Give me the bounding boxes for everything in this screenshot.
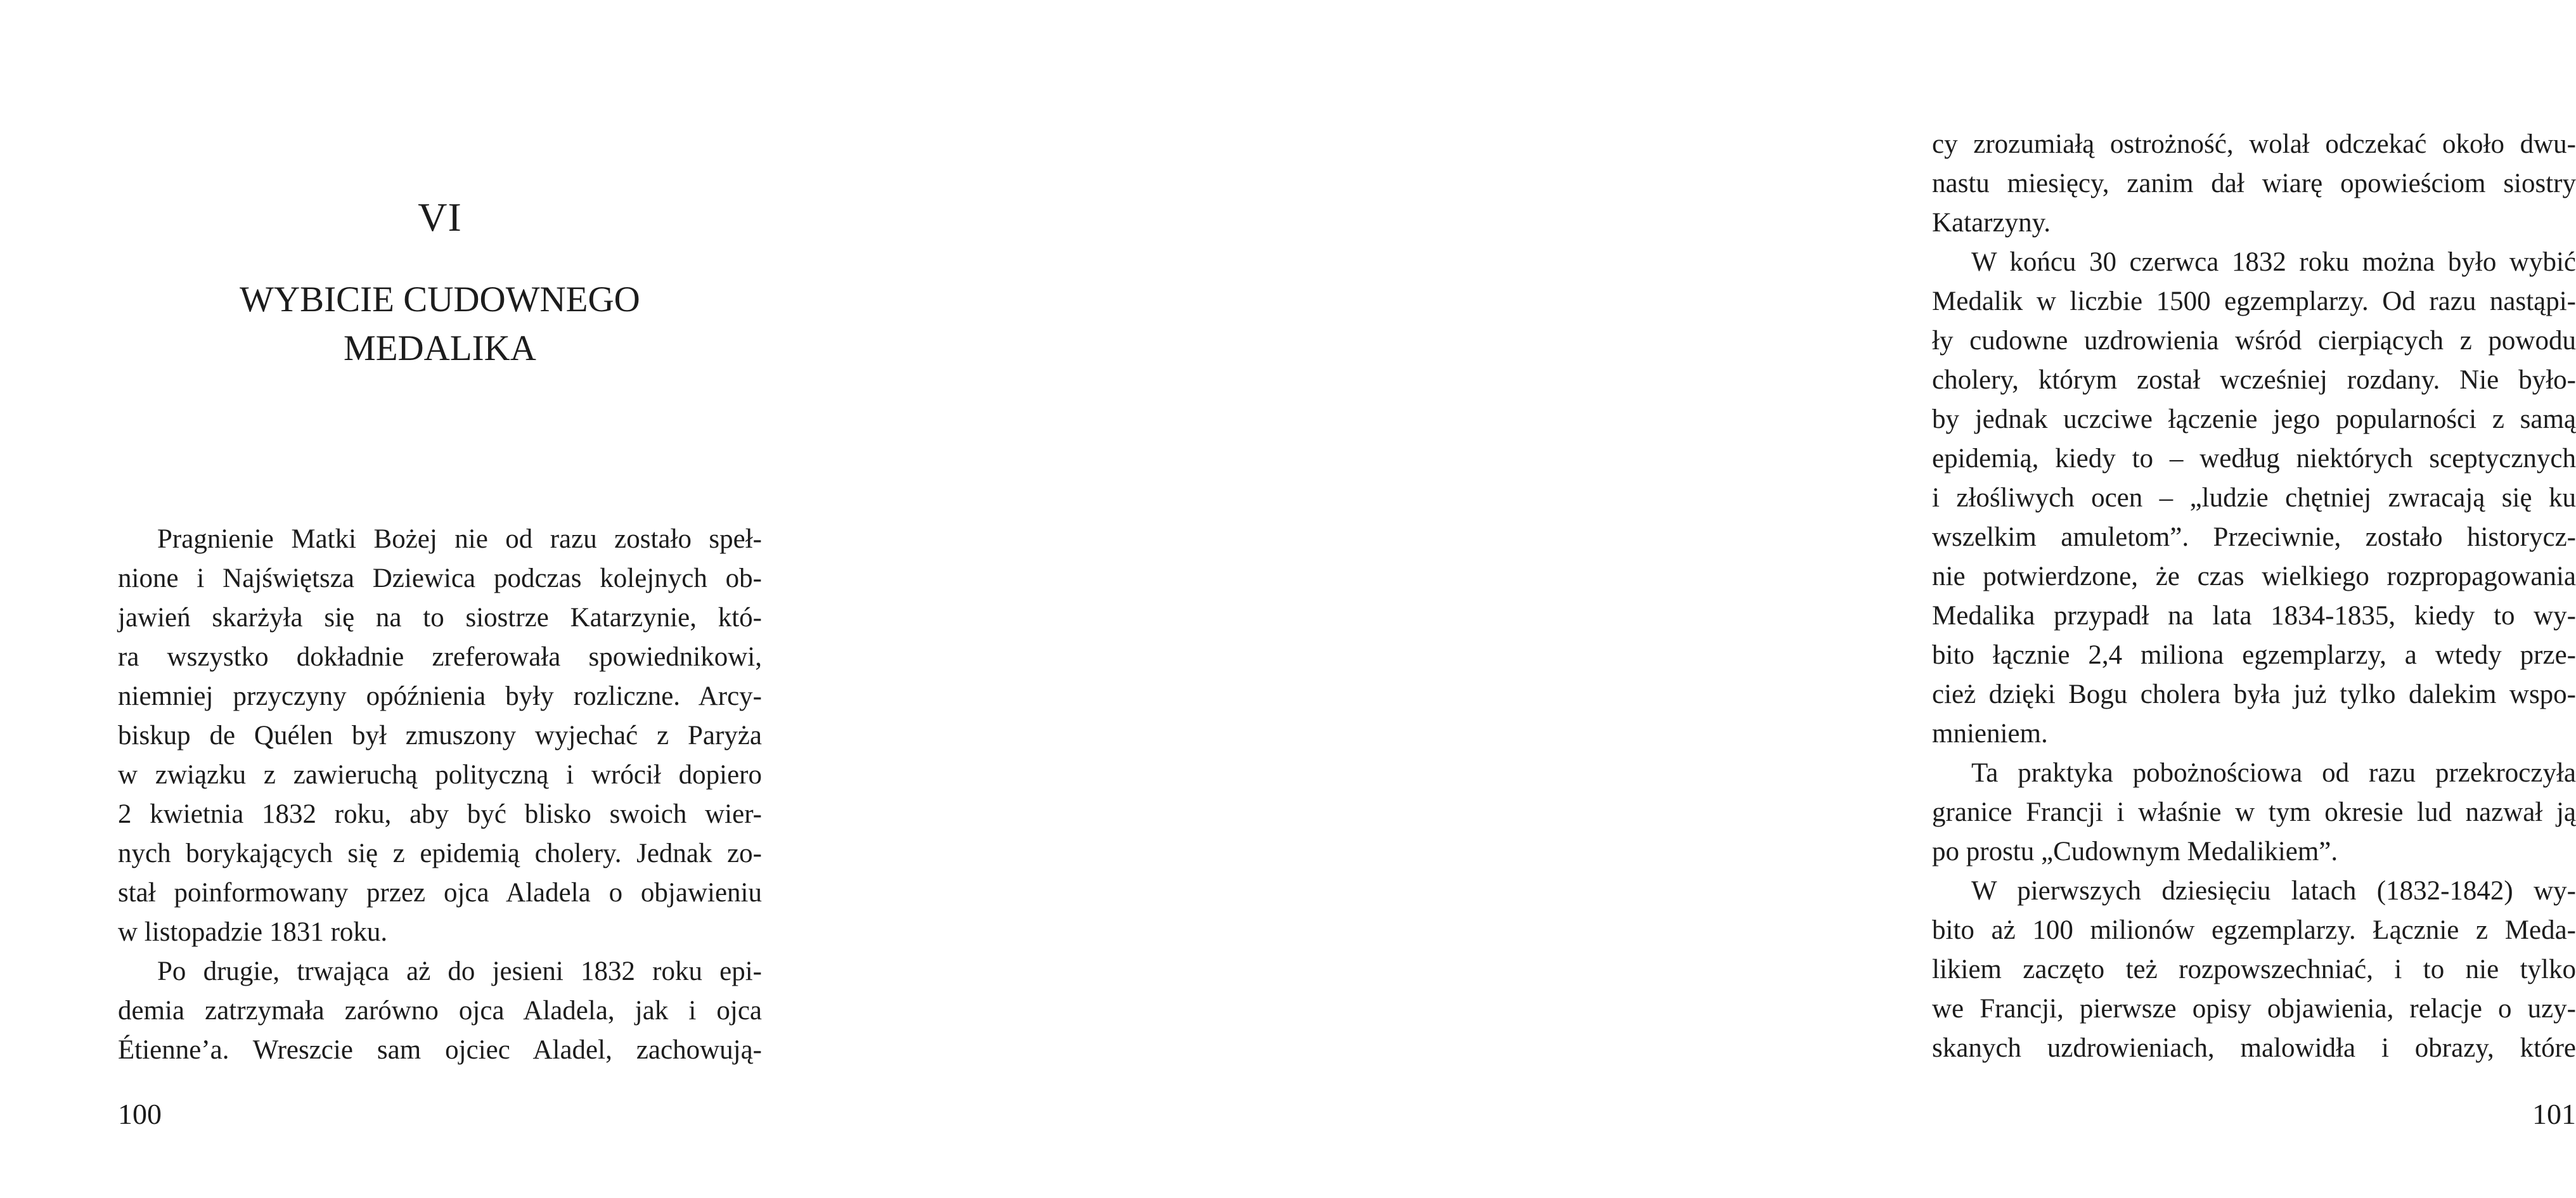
text-line: bito łącznie 2,4 miliona egzemplarzy, a wtedy prze- bbox=[1932, 640, 2576, 670]
text-line: Ta praktyka pobożnościowa od razu przekroczyła bbox=[1971, 758, 2576, 788]
text-line: W pierwszych dziesięciu latach (1832-1842) wy- bbox=[1971, 876, 2576, 906]
text-line: 2 kwietnia 1832 roku, aby być blisko swoich wier- bbox=[118, 799, 762, 829]
text-line: epidemią, kiedy to – według niektórych sceptycznych bbox=[1932, 444, 2576, 473]
left-page-body-text bbox=[118, 520, 762, 1070]
text-line: cież dzięki Bogu cholera była już tylko dalekim wspo- bbox=[1932, 680, 2576, 709]
page-left bbox=[0, 0, 899, 1198]
text-line: wszelkim amuletom”. Przeciwnie, zostało historycz- bbox=[1932, 522, 2576, 552]
text-line: Medalik w liczbie 1500 egzemplarzy. Od razu nastąpi- bbox=[1932, 287, 2576, 316]
text-line: w listopadzie 1831 roku. bbox=[118, 917, 388, 947]
text-line: nie potwierdzone, że czas wielkiego rozpropagowania bbox=[1932, 562, 2576, 591]
text-line: skanych uzdrowieniach, malowidła i obrazy, które bbox=[1932, 1033, 2576, 1063]
text-line: Pragnienie Matki Bożej nie od razu zostało speł- bbox=[157, 524, 762, 554]
text-line: cy zrozumiałą ostrożność, wolał odczekać około dwu- bbox=[1932, 129, 2576, 159]
page-right bbox=[899, 0, 2576, 1198]
text-line: Po drugie, trwająca aż do jesieni 1832 roku epi- bbox=[157, 956, 762, 986]
page-number-right: 101 bbox=[2532, 1098, 2576, 1130]
text-line: po prostu „Cudownym Medalikiem”. bbox=[1932, 837, 2338, 866]
text-line: i złośliwych ocen – „ludzie chętniej zwracają się ku bbox=[1932, 483, 2576, 513]
text-line: w związku z zawieruchą polityczną i wrócił dopiero bbox=[118, 760, 762, 790]
page-number-left: 100 bbox=[118, 1098, 162, 1130]
text-line: granice Francji i właśnie w tym okresie lud nazwał ją bbox=[1932, 797, 2576, 827]
text-line: nych borykających się z epidemią cholery. Jednak zo- bbox=[118, 839, 762, 868]
text-line: Katarzyny. bbox=[1932, 208, 2051, 238]
chapter-title-line-2: MEDALIKA bbox=[344, 328, 536, 368]
text-line: W końcu 30 czerwca 1832 roku można było wybić bbox=[1971, 247, 2576, 277]
text-line: likiem zaczęto też rozpowszechniać, i to nie tylko bbox=[1932, 955, 2576, 984]
text-line: jawień skarżyła się na to siostrze Katarzynie, któ- bbox=[118, 603, 762, 633]
text-line: Medalika przypadł na lata 1834-1835, kiedy to wy- bbox=[1932, 601, 2576, 631]
chapter-title-line-1: WYBICIE CUDOWNEGO bbox=[240, 280, 640, 319]
chapter-number: VI bbox=[418, 195, 462, 240]
text-line: ły cudowne uzdrowienia wśród cierpiących z powodu bbox=[1932, 326, 2576, 356]
text-line: by jednak uczciwe łączenie jego popularności z samą bbox=[1932, 404, 2576, 434]
text-line: we Francji, pierwsze opisy objawienia, relacje o uzy- bbox=[1932, 994, 2576, 1024]
text-line: nione i Najświętsza Dziewica podczas kolejnych ob- bbox=[118, 564, 762, 593]
right-page-body-text bbox=[1932, 125, 2576, 1068]
text-line: mnieniem. bbox=[1932, 719, 2048, 749]
text-line: biskup de Quélen był zmuszony wyjechać z Paryża bbox=[118, 721, 762, 750]
text-line: niemniej przyczyny opóźnienia były rozliczne. Arcy- bbox=[118, 681, 762, 711]
text-line: ra wszystko dokładnie zreferowała spowiednikowi, bbox=[118, 642, 762, 672]
text-line: bito aż 100 milionów egzemplarzy. Łącznie z Meda- bbox=[1932, 915, 2576, 945]
text-line: demia zatrzymała zarówno ojca Aladela, jak i ojca bbox=[118, 996, 762, 1026]
text-line: cholery, którym został wcześniej rozdany. Nie było- bbox=[1932, 365, 2576, 395]
text-line: Étienne’a. Wreszcie sam ojciec Aladel, zachowują- bbox=[118, 1035, 762, 1065]
chapter-title bbox=[118, 275, 762, 373]
text-line: nastu miesięcy, zanim dał wiarę opowieściom siostry bbox=[1932, 169, 2576, 198]
text-line: stał poinformowany przez ojca Aladela o objawieniu bbox=[118, 878, 762, 908]
